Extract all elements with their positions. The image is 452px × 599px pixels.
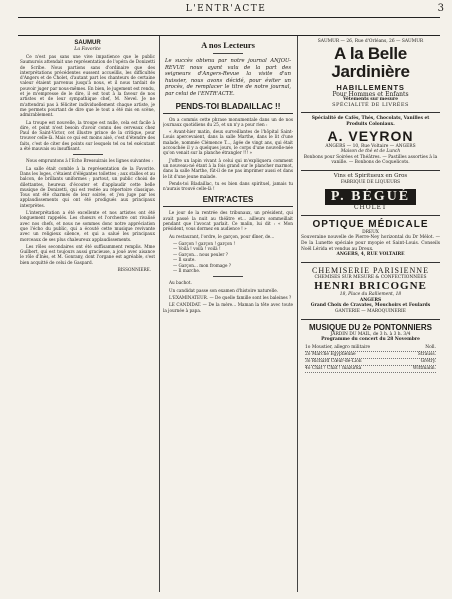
paragraph: « Avant-hier matin, deux surveillantes de l'hôpital Saint-Louis apercevaient, dans la salle Marthe, dans le lit d'une malade, nommée Clémence T..., âgée de vingt ans, qui était accouchée il y a quelques jours, le corps d'une nouvelle-née qu'on venait sur la planche étrangler !!! » bbox=[163, 129, 293, 156]
signature: BISSONNIERE. bbox=[117, 266, 151, 272]
program-composer: Grétry. bbox=[420, 358, 436, 364]
ad-address: 18, Place du Ralliement, 18 bbox=[339, 292, 402, 298]
ad-brand-name: MUSIQUE DU 2e PONTONNIERS bbox=[309, 322, 432, 332]
paragraph: On a commis cette phrase monumentale dans un de nos journaux quotidiens du 25, et un n'y a pour rien : bbox=[163, 116, 293, 127]
ad-line: FABRIQUE DE LIQUEURS bbox=[340, 179, 401, 185]
ad-brand-name: A. VEYRON bbox=[327, 127, 414, 144]
notice-title: A nos Lecteurs bbox=[201, 40, 255, 50]
ad-line: Spécialité de Cafés, Thés, Chocolats, Vanilles et Produits Coloniaux. bbox=[311, 116, 430, 127]
ad-bricogne bbox=[301, 263, 440, 320]
ad-line: SPÉCIALITÉ DE LIVRÉES bbox=[332, 101, 409, 108]
ad-address: ANGERS — 10, Rue Voltaire — ANGERS bbox=[325, 143, 416, 149]
paragraph: Les rôles secondaires ont été suffisamment remplis. Mme Guilbert, qui est toujours aussi gracieuse, a joué avec aisance le rôle d'Inès, et M. Gonrany, dont l'organe est agréable, s'est bien acquitté de celui de Gaspard. bbox=[20, 243, 155, 265]
program-item: 1o Moustier, allegro militaire bbox=[305, 344, 371, 350]
paragraph: Un candidat passe son examen d'histoire naturelle. bbox=[169, 287, 279, 293]
paragraph: La troupe est nouvelle, la troupe est nulle, cela est facile à dire, et point n'est besoin d'avoir connu des cerveaux chez Paul de Saint-Victor, cet illustre prince de la critique, pour trouver celle-là. Mais ce qui est moins aisé, c'est d'étendre des faits, c'est de citer des points sur lesquels tel ou tel exécutant a été mauvais ou insuffisant. bbox=[20, 119, 155, 152]
program-composer: Wittmann. bbox=[412, 365, 436, 371]
ad-line: Vêtements sur mesure bbox=[343, 97, 398, 103]
ad-line: CHEMISES SUR MESURE & CONFECTIONNÉES bbox=[314, 274, 427, 280]
paragraph: J'offre un lapin vivant à celui qui m'expliquera comment un nouveau-né étant à la fois grand sur le plancher marmot, dans la salle Marthe, fût-il de ne pas imprimer aussi et dans le lit d'une jeune malade. bbox=[163, 157, 293, 179]
ad-line: Grand Choix de Cravates, Mouchoirs et Foulards bbox=[310, 303, 431, 309]
paragraph: Ce n'est pas sans une vive impatience que le public Saumurois attendait une représentation de l'opéra de Donizetti de Scribe. Nous partions sans d'ordinaire que des interprétations précédentes eussent accueillis, les difficultés d'Angers et de Cholet, d'autant part les chanteurs de certaine valeur étaient parvenus jusqu'à nous, et il nous tardait de pouvoir juger par nous-mêmes. En bien, le jugement est rendu, et je m'empresse de le dire, il est tout à la faveur de nos artistes et de leur sympathique chef, M. Nevel. Je ne m'attendrai pas à féliciter individuellement chaque artiste, je me permets pourtant de dire que le tout a été mis en scène, admirablement. bbox=[20, 54, 155, 118]
ad-optique bbox=[301, 216, 440, 263]
program-row bbox=[305, 366, 436, 373]
column-divider-1 bbox=[159, 36, 160, 592]
paragraph: Pends-toi Bladaillac, tu es bien dans spirituel, jamais tu n'aurais trouvé celle-là ! bbox=[163, 180, 293, 192]
program-item: 4o Chat ! Chat ! mazurka bbox=[305, 365, 362, 371]
ad-line: Bonbons pour Soirées et Théâtres. — Pastilles assorties à la vanille. — Bonbons de Coquelicots. bbox=[303, 154, 438, 166]
article-title: PENDS-TOI BLADAILLAC !! bbox=[163, 102, 293, 114]
ad-line: CHEMISERIE PARISIENNE bbox=[312, 265, 429, 275]
ad-line: GANTERIE — MAROQUINERIE bbox=[335, 309, 406, 315]
ad-line: Programme du concert du 28 Novembre bbox=[321, 337, 420, 343]
ad-city: ANGERS bbox=[359, 297, 382, 303]
ad-begue bbox=[301, 171, 440, 216]
paragraph: LE CANDIDAT. — De la mère... Maman la tête avec toute la journée à papa. bbox=[163, 302, 293, 313]
notice-text: Le succès obtenu par notre journal ANJOU-REVUE nous ayant valu de la part des seigneurs d'Angers-Revue la visite d'un huissier, nous avons décidé, pour éviter un procès, de remplacer le titre de notre journal, par celui de l'ENTR'ACTE. bbox=[165, 58, 291, 97]
paragraph: Nous empruntons à l'Echo Bressuirais les lignes suivantes : bbox=[26, 158, 153, 164]
ad-city: CHOLET bbox=[353, 204, 388, 212]
program-list bbox=[305, 345, 436, 373]
ad-brand-name: OPTIQUE MÉDICALE bbox=[312, 218, 429, 230]
ad-brand-name: A la Belle Jardinière bbox=[331, 43, 410, 81]
ad-brand-name: HENRI BRICOGNE bbox=[314, 280, 427, 293]
program-row bbox=[305, 345, 436, 352]
ad-line: Vins et Spiritueux en Gros bbox=[333, 172, 408, 179]
paragraph: Au restaurant, l'ordre, le garçon, pour dîner, de... bbox=[169, 233, 275, 239]
ad-text: Souveraine nouvelle de Pierre-Ney horizontal du Dr Mélot. — De la Lunette spéciale pour myopie et Saint-Louis. Conseils Noël Lérida et vendus au Dreux. bbox=[301, 235, 440, 252]
ad-address: SAUMUR — 26, Rue d'Orléans, 26 — SAUMUR bbox=[317, 39, 424, 44]
dialog-line: — Garçon... nous peuler ? bbox=[173, 251, 228, 257]
dialog-line: — Il marche. bbox=[173, 267, 201, 273]
column-divider-2 bbox=[297, 36, 298, 592]
program-item: 2o Marche Egyptienne bbox=[305, 351, 356, 357]
ad-musique bbox=[301, 320, 440, 376]
ad-line: JARDIN DU MAIL, de 3 h. à 3 h. 3/4 bbox=[330, 331, 411, 337]
ad-line: Maison de thé et de Lunch bbox=[340, 149, 401, 155]
ad-veyron bbox=[301, 113, 440, 171]
article2-title: ENTR'ACTES bbox=[163, 195, 293, 207]
ad-line: Pour Hommes et Enfants bbox=[332, 90, 409, 98]
dialog-line: — Garçon... mon fromage ? bbox=[173, 262, 232, 268]
ad-city: DREUX bbox=[362, 229, 379, 235]
program-composer: Noll. bbox=[425, 344, 436, 350]
paragraph: L'EXAMINATEUR. — De quelle famille sont les baleines ? bbox=[169, 294, 292, 300]
program-composer: Strauss. bbox=[417, 351, 436, 357]
ad-line: HABILLEMENTS bbox=[336, 82, 405, 92]
ad-address: ANGERS, 4, RUE VOLTAIRE bbox=[336, 252, 405, 258]
masthead bbox=[0, 4, 452, 16]
column-center bbox=[163, 38, 293, 590]
paragraph: Le jour de la rentrée des tribunaux, un président, qui avait passé la nuit au théâtre et... ailleurs sommeillait pendant que l'avocat parlait. Ce malin, lui dit : « Mon président, vous dormez en audience ! » bbox=[163, 210, 293, 232]
column-ads bbox=[301, 36, 440, 590]
dialog-line: — Garçon ! garçon ! garçon ! bbox=[173, 240, 236, 246]
paragraph: L'interprétation a été excellente et nos artistes ont été longuement rappelés. Les chœurs et l'orchestre ont rivalisé avec nos chefs, et nous ne sommes donc notre appréciation que l'écho du public, qui a écouté cette musique revivante avec un religieux silence, et qui a salué les principaux morceaux de ses plus chaleureux applaudissements. bbox=[20, 210, 155, 242]
section-subtitle: La Favorite bbox=[74, 47, 101, 52]
dialog-line: — Voilà ! voilà ! voilà ! bbox=[173, 246, 221, 252]
separator bbox=[213, 53, 243, 54]
program-row bbox=[305, 359, 436, 366]
paragraph: Au bachot. bbox=[169, 280, 192, 286]
program-row bbox=[305, 352, 436, 359]
section-title: SAUMUR bbox=[74, 40, 101, 46]
ad-brand-name: P. BÉGUÉ bbox=[325, 189, 416, 205]
separator bbox=[73, 154, 103, 155]
masthead-rule bbox=[18, 17, 440, 18]
program-item: 3o Richard Cœur-de-Lion bbox=[305, 358, 362, 364]
ad-belle-jardiniere bbox=[301, 36, 440, 113]
newspaper-title: L'ENTR'ACTE bbox=[185, 4, 267, 14]
column-saumur bbox=[20, 38, 155, 590]
dialog-line: — Il saute. bbox=[173, 257, 196, 263]
separator bbox=[213, 276, 243, 277]
page-number: 3 bbox=[437, 3, 444, 14]
paragraph: La salle était comble à la représentation de la Favorite. Dans les loges, c'étaient d'élégantes toilettes ; aux stalles et au balcon, de brillants uniformes ; partout, un public choisi de dilettantes, heureux d'écouter et d'applaudir cette belle musique de Donizetti, qui est restée au répertoire classique. Tous ont été charmés de leur soirée, et j'en juge par les applaudissements qui ont été prodigués aux principaux interprètes. bbox=[20, 165, 155, 208]
